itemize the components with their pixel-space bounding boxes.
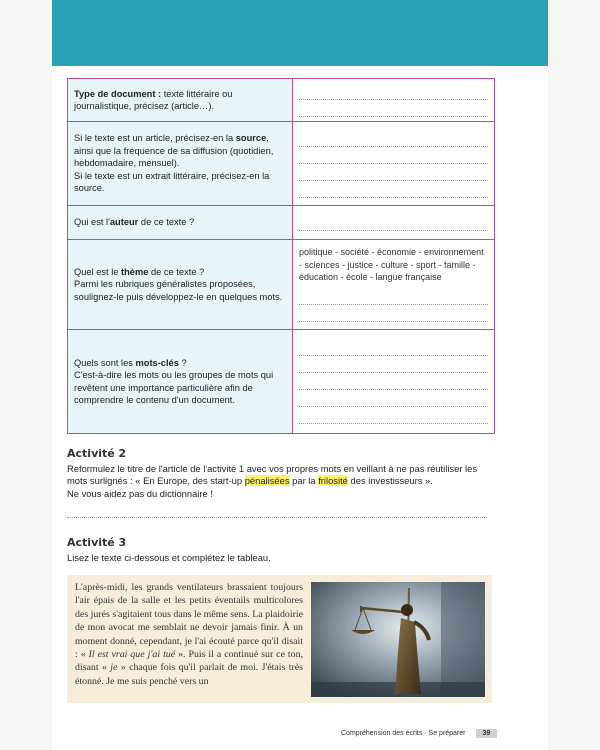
question-cell: Quel est le thème de ce texte ? Parmi les rubriques généralistes proposées, soulignez-le puis développez-le en quelques mots. — [68, 240, 293, 330]
table-row — [68, 330, 495, 434]
page-footer — [341, 729, 497, 738]
answer-cell[interactable] — [293, 206, 495, 240]
answer-cell[interactable] — [293, 330, 495, 434]
question-cell: Si le texte est un article, précisez-en la source, ainsi que la fréquence de sa diffusion (quotidien, hebdomadaire, mensuel). Si le texte est un extrait littéraire, précisez-en la source. — [68, 122, 293, 206]
literary-excerpt-box — [67, 575, 492, 703]
question-cell: Type de document : texte littéraire ou journalistique, précisez (article…). — [68, 79, 293, 122]
activity-2-line-1: Reformulez le titre de l'article de l'activité 1 avec vos propres mots en veillant à ne pas réutiliser les — [67, 462, 478, 474]
themes-list: politique - société - économie - environnement - sciences - justice - culture - sport - famille - éducation - école - langue française — [299, 247, 484, 282]
literary-excerpt: L'après-midi, les grands ventilateurs brassaient toujours l'air épais de la salle et les petits éventails multicolores des jurés s'agitaient tous dans le même sens. La plaidoirie de mon avocat me semblait ne devoir jamais finir. À un moment donné, cependant, je l'ai écouté parce qu'il disait : « Il est vrai que j'ai tué ». Puis il a continué sur ce ton, disant « je » chaque fois qu'il parlait de moi. J'étais très étonné. Je me suis penché vers un — [75, 582, 303, 687]
table-row — [68, 122, 495, 206]
activity-2 — [67, 448, 507, 500]
question-cell: Qui est l'auteur de ce texte ? — [68, 206, 293, 240]
left-page-margin — [0, 0, 52, 750]
footer-section: Compréhension des écrits · Se préparer — [341, 730, 466, 737]
table-row — [68, 240, 495, 330]
activity-2-answer-line[interactable] — [67, 517, 487, 518]
activity-3-title: Activité 3 — [67, 536, 127, 549]
activity-3 — [67, 537, 507, 564]
page-number: 39 — [476, 729, 498, 738]
activity-2-title: Activité 2 — [67, 447, 127, 460]
header-band — [52, 0, 548, 66]
answer-cell[interactable] — [293, 122, 495, 206]
right-page-margin — [548, 0, 600, 750]
answer-cell[interactable] — [293, 240, 495, 330]
worksheet-table — [67, 78, 495, 434]
activity-3-instruction: Lisez le texte ci-dessous et complétez le tableau. — [67, 551, 271, 563]
highlighted-word: pénalisées — [244, 475, 290, 486]
highlighted-word: frilosité — [318, 475, 348, 486]
activity-2-line-2: mots surlignés : « En Europe, des start-up pénalisées par la frilosité des investisseurs ». — [67, 475, 433, 486]
lady-justice-photo — [311, 582, 485, 697]
table-row — [68, 79, 495, 122]
table-row — [68, 206, 495, 240]
activity-2-line-3: Ne vous aidez pas du dictionnaire ! — [67, 487, 213, 499]
question-cell: Quels sont les mots-clés ? C'est-à-dire les mots ou les groupes de mots qui revêtent une importance particulière afin de comprendre le contenu d'un document. — [68, 330, 293, 434]
answer-cell[interactable] — [293, 79, 495, 122]
